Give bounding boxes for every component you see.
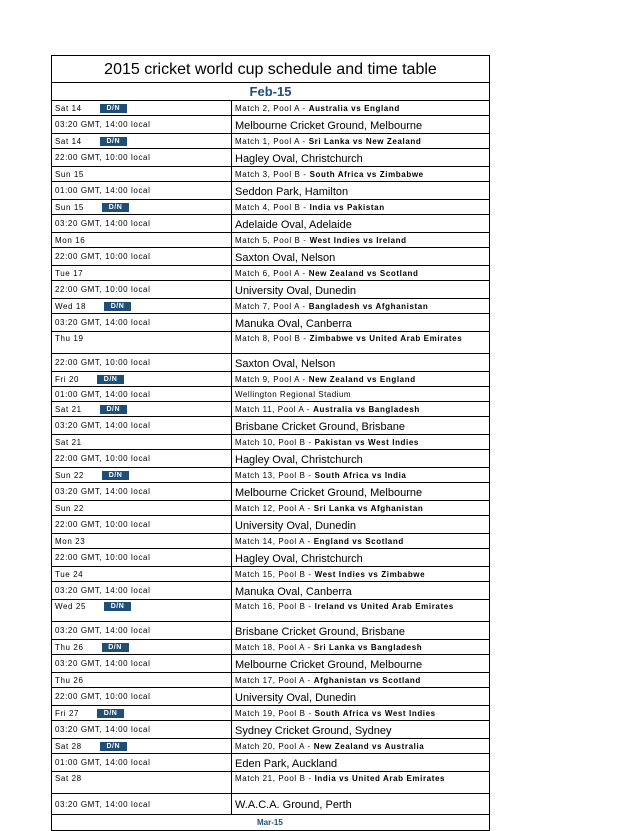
match-number: Match 5, Pool B - <box>235 235 307 245</box>
time-label: 22:00 GMT, 10:00 local <box>55 358 151 367</box>
match-info <box>232 706 489 720</box>
venue-name: W.A.C.A. Ground, Perth <box>235 799 352 811</box>
match-teams: New Zealand vs Scotland <box>308 268 419 278</box>
match-day <box>52 299 232 313</box>
venue-row <box>52 754 489 772</box>
venue-row <box>52 549 489 567</box>
venue-row <box>52 483 489 501</box>
match-day <box>52 772 232 793</box>
match-time <box>52 281 232 298</box>
venue-row <box>52 582 489 600</box>
time-label: 22:00 GMT, 10:00 local <box>55 153 151 162</box>
day-label: Thu 19 <box>55 334 84 343</box>
match-number: Match 6, Pool A - <box>235 268 306 278</box>
venue-name: University Oval, Dunedin <box>235 691 357 704</box>
match-day <box>52 534 232 548</box>
match-day <box>52 402 232 416</box>
match-day <box>52 468 232 482</box>
match-number: Match 18, Pool A - <box>235 642 311 652</box>
time-label: 01:00 GMT, 14:00 local <box>55 758 151 767</box>
day-label: Sat 21 <box>55 404 82 414</box>
match-number: Match 1, Pool A - <box>235 136 306 146</box>
day-label: Thu 26 <box>55 642 84 652</box>
match-teams: West Indies vs Zimbabwe <box>314 569 426 579</box>
match-row <box>52 332 489 354</box>
match-number: Match 10, Pool B - <box>235 437 312 447</box>
time-label: 22:00 GMT, 10:00 local <box>55 285 151 294</box>
match-number: Match 16, Pool B - <box>235 602 312 611</box>
match-row <box>52 134 489 149</box>
venue-name: Hagley Oval, Christchurch <box>235 552 363 565</box>
day-label: Wed 25 <box>55 602 87 611</box>
match-row <box>52 200 489 215</box>
time-label: 01:00 GMT, 14:00 local <box>55 389 151 399</box>
match-info <box>232 167 489 181</box>
venue-name: Wellington Regional Stadium <box>235 389 352 399</box>
time-label: 22:00 GMT, 10:00 local <box>55 692 151 701</box>
time-label: 01:00 GMT, 14:00 local <box>55 186 151 195</box>
day-night-badge: D/N <box>97 375 124 384</box>
venue-name: Melbourne Cricket Ground, Melbourne <box>235 658 423 671</box>
venue-name: Melbourne Cricket Ground, Melbourne <box>235 119 423 132</box>
day-night-badge: D/N <box>97 709 124 718</box>
day-night-badge: D/N <box>104 302 131 311</box>
match-teams: Australia vs England <box>308 103 400 113</box>
schedule-rows <box>52 101 489 815</box>
match-time <box>52 516 232 533</box>
match-info <box>232 299 489 313</box>
venue-row <box>52 688 489 706</box>
venue-name: Hagley Oval, Christchurch <box>235 453 363 466</box>
day-night-badge: D/N <box>100 405 127 414</box>
venue-row <box>52 354 489 372</box>
match-day <box>52 600 232 621</box>
venue-name: Manuka Oval, Canberra <box>235 317 352 330</box>
venue-row <box>52 149 489 167</box>
match-time <box>52 794 232 814</box>
day-label: Fri 20 <box>55 374 80 384</box>
time-label: 22:00 GMT, 10:00 local <box>55 520 151 529</box>
match-row <box>52 435 489 450</box>
next-month-label: Mar-15 <box>257 818 283 827</box>
match-info <box>232 567 489 581</box>
match-time <box>52 655 232 672</box>
time-label: 03:20 GMT, 14:00 local <box>55 586 151 595</box>
day-label: Wed 18 <box>55 301 87 311</box>
match-day <box>52 640 232 654</box>
match-row <box>52 372 489 387</box>
match-number: Match 2, Pool A - <box>235 103 306 113</box>
match-teams: Sri Lanka vs Bangladesh <box>313 642 423 652</box>
day-label: Sat 14 <box>55 103 82 113</box>
match-teams: South Africa vs Zimbabwe <box>309 169 424 179</box>
match-time <box>52 450 232 467</box>
day-label: Sat 21 <box>55 437 82 447</box>
venue-row <box>52 182 489 200</box>
day-label: Mon 23 <box>55 536 86 546</box>
match-teams: New Zealand vs England <box>308 374 416 384</box>
match-row <box>52 402 489 417</box>
match-row <box>52 468 489 483</box>
match-time <box>52 387 232 401</box>
day-label: Tue 24 <box>55 569 84 579</box>
venue-name: Brisbane Cricket Ground, Brisbane <box>235 625 405 638</box>
match-teams: Australia vs Bangladesh <box>313 404 420 414</box>
time-label: 22:00 GMT, 10:00 local <box>55 553 151 562</box>
venue-name: Brisbane Cricket Ground, Brisbane <box>235 420 405 433</box>
match-teams: England vs Scotland <box>313 536 404 546</box>
match-teams: South Africa vs West Indies <box>314 708 436 718</box>
venue-row <box>52 387 489 402</box>
day-night-badge: D/N <box>102 471 129 480</box>
match-info <box>232 200 489 214</box>
venue-row <box>52 516 489 534</box>
match-day <box>52 567 232 581</box>
match-day <box>52 167 232 181</box>
match-day <box>52 673 232 687</box>
match-teams: India vs United Arab Emirates <box>314 774 446 783</box>
match-row <box>52 600 489 622</box>
match-number: Match 12, Pool A - <box>235 503 311 513</box>
match-row <box>52 739 489 754</box>
day-night-badge: D/N <box>104 602 131 611</box>
day-label: Fri 27 <box>55 708 80 718</box>
venue-name: Manuka Oval, Canberra <box>235 585 352 598</box>
match-time <box>52 149 232 166</box>
time-label: 22:00 GMT, 10:00 local <box>55 252 151 261</box>
match-time <box>52 314 232 331</box>
day-night-badge: D/N <box>102 643 129 652</box>
match-row <box>52 567 489 582</box>
match-row <box>52 101 489 116</box>
time-label: 03:20 GMT, 14:00 local <box>55 799 151 809</box>
venue-name: Eden Park, Auckland <box>235 757 338 770</box>
match-day <box>52 501 232 515</box>
page-title: 2015 cricket world cup schedule and time table <box>52 56 489 83</box>
venue-name: Seddon Park, Hamilton <box>235 185 349 198</box>
day-night-badge: D/N <box>100 137 127 146</box>
day-label: Sun 22 <box>55 470 84 480</box>
match-info <box>232 501 489 515</box>
match-day <box>52 200 232 214</box>
match-number: Match 13, Pool B - <box>235 470 312 480</box>
day-label: Mon 16 <box>55 235 86 245</box>
match-number: Match 17, Pool A - <box>235 675 311 685</box>
venue-name: Adelaide Oval, Adelaide <box>235 218 352 231</box>
venue-name: University Oval, Dunedin <box>235 284 357 297</box>
match-number: Match 19, Pool B - <box>235 708 312 718</box>
day-label: Sat 28 <box>55 774 82 783</box>
venue-row <box>52 215 489 233</box>
day-label: Tue 17 <box>55 268 84 278</box>
match-info <box>232 134 489 148</box>
match-day <box>52 332 232 353</box>
match-day <box>52 739 232 753</box>
venue-name: Sydney Cricket Ground, Sydney <box>235 724 392 737</box>
match-teams: Zimbabwe vs United Arab Emirates <box>309 334 463 343</box>
match-number: Match 15, Pool B - <box>235 569 312 579</box>
match-info <box>232 435 489 449</box>
match-teams: Bangladesh vs Afghanistan <box>308 301 429 311</box>
match-info <box>232 332 489 353</box>
match-row <box>52 266 489 281</box>
venue-name: Melbourne Cricket Ground, Melbourne <box>235 486 423 499</box>
match-teams: Pakistan vs West Indies <box>314 437 419 447</box>
match-time <box>52 721 232 738</box>
match-number: Match 21, Pool B - <box>235 774 312 783</box>
match-row <box>52 299 489 314</box>
venue-name: University Oval, Dunedin <box>235 519 357 532</box>
match-day <box>52 101 232 115</box>
day-label: Thu 26 <box>55 675 84 685</box>
day-label: Sat 28 <box>55 741 82 751</box>
match-row <box>52 673 489 688</box>
match-info <box>232 266 489 280</box>
venue-name: Saxton Oval, Nelson <box>235 357 336 370</box>
match-row <box>52 640 489 655</box>
day-label: Sun 22 <box>55 503 84 513</box>
match-time <box>52 622 232 639</box>
match-time <box>52 483 232 500</box>
match-row <box>52 167 489 182</box>
match-number: Match 20, Pool A - <box>235 741 311 751</box>
venue-row <box>52 721 489 739</box>
venue-name: Hagley Oval, Christchurch <box>235 152 363 165</box>
match-row <box>52 233 489 248</box>
match-time <box>52 354 232 371</box>
venue-row <box>52 314 489 332</box>
time-label: 03:20 GMT, 14:00 local <box>55 487 151 496</box>
time-label: 03:20 GMT, 14:00 local <box>55 120 151 129</box>
schedule-table <box>51 55 490 831</box>
match-row <box>52 772 489 794</box>
match-info <box>232 468 489 482</box>
venue-row <box>52 248 489 266</box>
match-time <box>52 688 232 705</box>
match-teams: Sri Lanka vs Afghanistan <box>313 503 424 513</box>
match-teams: South Africa vs India <box>314 470 407 480</box>
match-time <box>52 582 232 599</box>
match-teams: Sri Lanka vs New Zealand <box>308 136 422 146</box>
match-info <box>232 402 489 416</box>
match-day <box>52 233 232 247</box>
match-time <box>52 215 232 232</box>
day-night-badge: D/N <box>100 742 127 751</box>
time-label: 03:20 GMT, 14:00 local <box>55 421 151 430</box>
match-number: Match 9, Pool A - <box>235 374 306 384</box>
match-time <box>52 417 232 434</box>
time-label: 22:00 GMT, 10:00 local <box>55 454 151 463</box>
match-day <box>52 266 232 280</box>
match-info <box>232 600 489 621</box>
match-number: Match 8, Pool B - <box>235 334 307 343</box>
match-day <box>52 372 232 386</box>
time-label: 03:20 GMT, 14:00 local <box>55 659 151 668</box>
match-info <box>232 372 489 386</box>
venue-row <box>52 450 489 468</box>
day-night-badge: D/N <box>102 203 129 212</box>
match-day <box>52 706 232 720</box>
match-number: Match 14, Pool A - <box>235 536 311 546</box>
day-label: Sun 15 <box>55 202 84 212</box>
venue-row <box>52 417 489 435</box>
match-number: Match 11, Pool A - <box>235 404 311 414</box>
match-info <box>232 101 489 115</box>
match-row <box>52 534 489 549</box>
match-time <box>52 754 232 771</box>
time-label: 03:20 GMT, 14:00 local <box>55 626 151 635</box>
match-info <box>232 772 489 793</box>
venue-row <box>52 281 489 299</box>
match-number: Match 4, Pool B - <box>235 202 307 212</box>
match-teams: West Indies vs Ireland <box>309 235 407 245</box>
match-info <box>232 673 489 687</box>
venue-name: Saxton Oval, Nelson <box>235 251 336 264</box>
venue-row <box>52 116 489 134</box>
match-day <box>52 134 232 148</box>
match-info <box>232 640 489 654</box>
match-teams: Ireland vs United Arab Emirates <box>314 602 454 611</box>
match-row <box>52 706 489 721</box>
match-time <box>52 549 232 566</box>
match-info <box>232 534 489 548</box>
match-teams: Afghanistan vs Scotland <box>313 675 421 685</box>
match-info <box>232 233 489 247</box>
match-time <box>52 182 232 199</box>
match-time <box>52 116 232 133</box>
venue-row <box>52 794 489 815</box>
time-label: 03:20 GMT, 14:00 local <box>55 725 151 734</box>
day-label: Sat 14 <box>55 136 82 146</box>
match-teams: New Zealand vs Australia <box>313 741 425 751</box>
time-label: 03:20 GMT, 14:00 local <box>55 219 151 228</box>
venue-row <box>52 622 489 640</box>
day-label: Sun 15 <box>55 169 84 179</box>
match-time <box>52 248 232 265</box>
day-night-badge: D/N <box>100 104 127 113</box>
month-header: Feb-15 <box>52 83 489 101</box>
match-info <box>232 739 489 753</box>
match-number: Match 7, Pool A - <box>235 301 306 311</box>
match-teams: India vs Pakistan <box>309 202 385 212</box>
time-label: 03:20 GMT, 14:00 local <box>55 318 151 327</box>
venue-row <box>52 655 489 673</box>
match-number: Match 3, Pool B - <box>235 169 307 179</box>
match-row <box>52 501 489 516</box>
match-day <box>52 435 232 449</box>
